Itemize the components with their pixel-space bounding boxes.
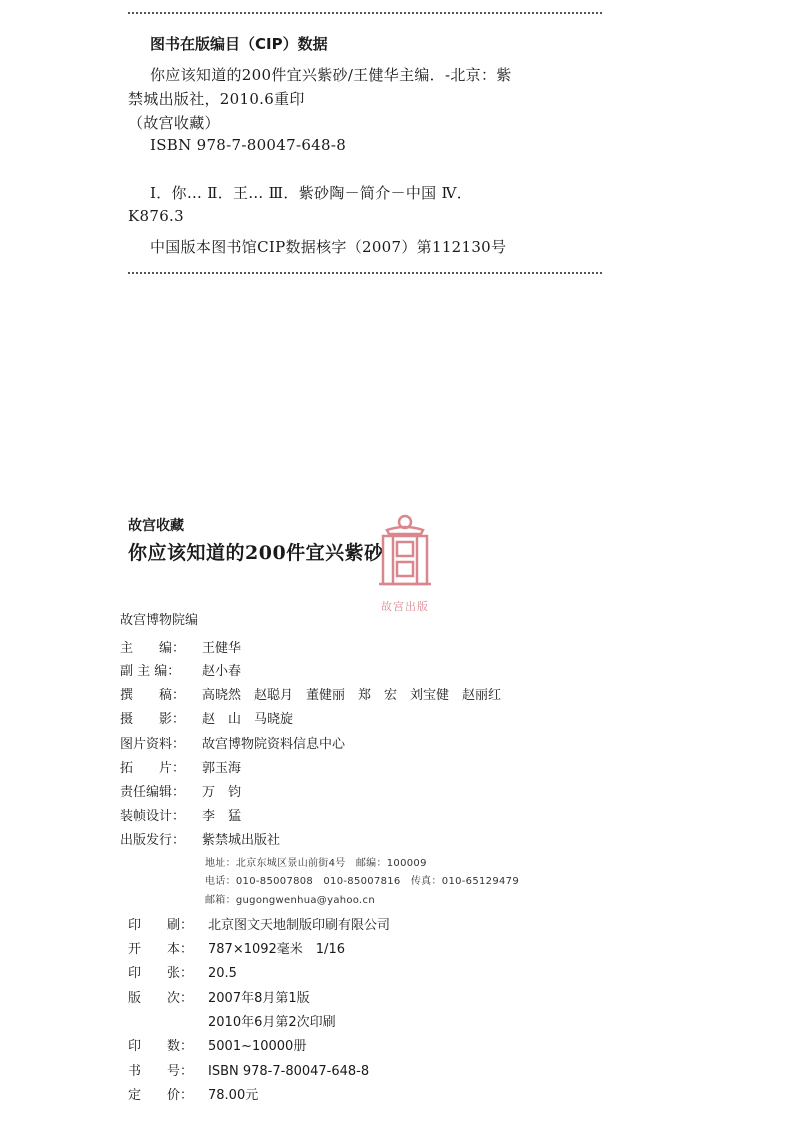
credit-label: 拓 片： (120, 761, 186, 776)
spec-value: 2010年6月第2次印刷 (208, 1015, 336, 1030)
spec-value: 78.00元 (208, 1088, 259, 1103)
cip-line-4: ISBN 978-7-80047-648-8 (150, 136, 347, 154)
spec-label: 印 张： (128, 966, 194, 981)
spec-label: 定 价： (128, 1088, 194, 1103)
credit-value: 郭玉海 (202, 761, 242, 776)
credit-label: 图片资料： (120, 737, 186, 752)
spec-value: 20.5 (208, 966, 237, 981)
publisher-address: 地址：北京东城区景山前街4号 邮编：100009 (205, 858, 427, 869)
credit-label: 责任编辑： (120, 785, 186, 800)
credit-row (120, 781, 241, 800)
credit-value: 王健华 (202, 641, 242, 656)
credit-label: 摄 影： (120, 712, 186, 727)
cip-bottom-divider (128, 272, 602, 274)
cip-line-3: （故宫收藏） (128, 114, 220, 132)
spec-row (128, 962, 237, 981)
credit-value: 紫禁城出版社 (202, 833, 281, 848)
credit-value: 李 猛 (202, 809, 242, 824)
cip-line-5: Ⅰ．你… Ⅱ．王… Ⅲ．紫砂陶－简介－中国 Ⅳ． (150, 184, 473, 202)
credit-row (120, 829, 280, 848)
cip-top-divider (128, 12, 602, 14)
spec-row (128, 914, 390, 933)
cip-line-6: K876.3 (128, 207, 184, 225)
book-title: 你应该知道的200件宜兴紫砂 (128, 542, 384, 564)
publisher-logo (365, 512, 445, 617)
credit-label: 出版发行： (120, 833, 186, 848)
spec-value: 北京图文天地制版印刷有限公司 (208, 918, 391, 933)
credit-row (120, 708, 293, 727)
cip-line-7: 中国版本图书馆CIP数据核字（2007）第112130号 (150, 238, 507, 256)
credit-value: 赵 山 马晓旋 (202, 712, 294, 727)
spec-value: ISBN 978-7-80047-648-8 (208, 1064, 370, 1079)
cip-heading: 图书在版编目（CIP）数据 (150, 35, 328, 53)
compiled-by: 故宫博物院编 (120, 613, 199, 628)
cip-line-1: 你应该知道的200件宜兴紫砂/王健华主编．-北京：紫 (150, 66, 512, 84)
spec-row (128, 1060, 369, 1079)
credit-value: 高晓然 赵聪月 董健丽 郑 宏 刘宝健 赵丽红 (202, 688, 502, 703)
credit-value: 故宫博物院资料信息中心 (202, 737, 346, 752)
credit-label: 装帧设计： (120, 809, 186, 824)
credit-row (120, 637, 241, 656)
spec-value: 2007年8月第1版 (208, 991, 310, 1006)
spec-label: 版 次： (128, 991, 194, 1006)
publisher-phone: 电话：010-85007808 010-85007816 传真：010-65129479 (205, 876, 519, 887)
spec-row (128, 938, 345, 957)
spec-value: 787×1092毫米 1/16 (208, 942, 345, 957)
credit-row (120, 733, 345, 752)
credit-value: 赵小春 (202, 664, 242, 679)
spec-label: 印 刷： (128, 918, 194, 933)
credit-label: 副 主 编： (120, 664, 181, 679)
credit-value: 万 钧 (202, 785, 242, 800)
spec-label: 印 数： (128, 1039, 194, 1054)
spec-row (128, 1084, 258, 1103)
publisher-email: 邮箱：gugongwenhua@yahoo.cn (205, 895, 375, 906)
spec-row (128, 987, 310, 1006)
credit-row (120, 805, 241, 824)
credit-row (120, 660, 241, 679)
spec-value: 5001~10000册 (208, 1039, 307, 1054)
credit-label: 主 编： (120, 641, 186, 656)
publisher-logo-text: 故宫出版 (381, 600, 429, 613)
spec-row (128, 1011, 336, 1030)
spec-row (128, 1035, 306, 1054)
credit-row (120, 757, 241, 776)
credit-row (120, 684, 501, 703)
cip-line-2: 禁城出版社，2010.6重印 (128, 90, 305, 108)
spec-label: 书 号： (128, 1064, 194, 1079)
series-name: 故宫收藏 (128, 518, 184, 534)
credit-label: 撰 稿： (120, 688, 186, 703)
spec-label: 开 本： (128, 942, 194, 957)
